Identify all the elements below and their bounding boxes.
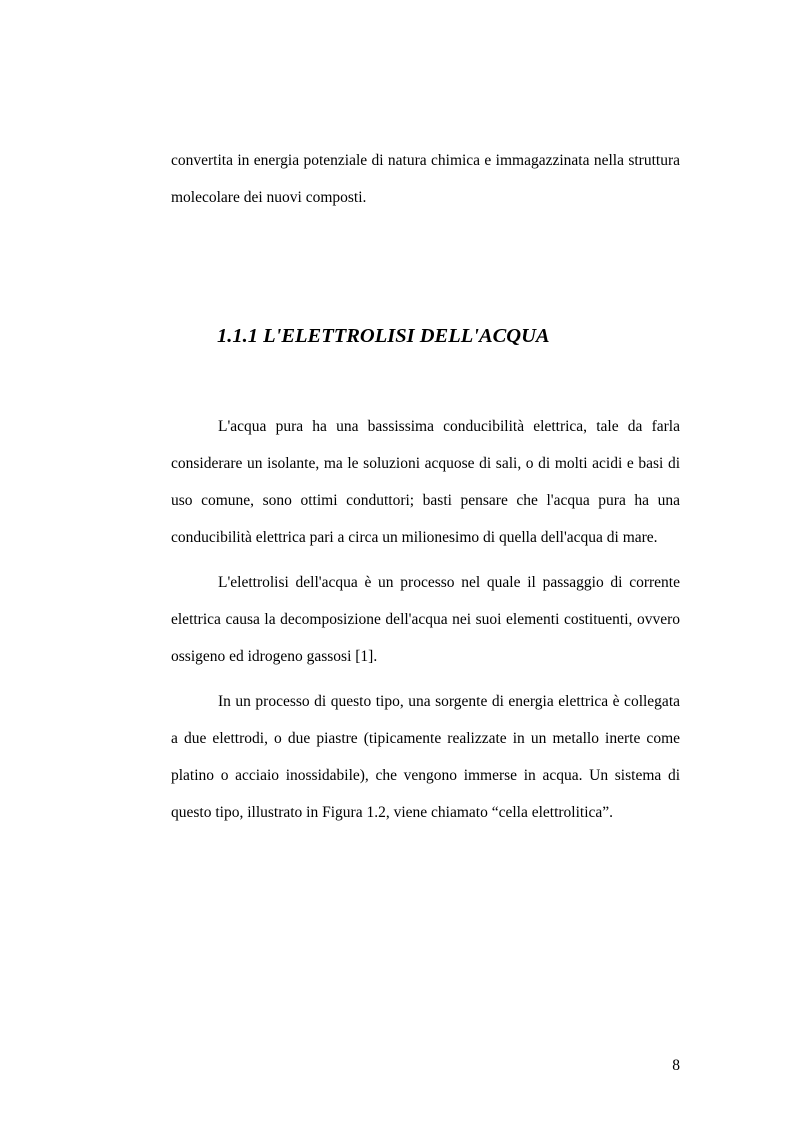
section-heading: 1.1.1 L'ELETTROLISI DELL'ACQUA (217, 325, 550, 347)
paragraph-electrolytic-cell: In un processo di questo tipo, una sorgente di energia elettrica è collegata a due elettrodi, o due piastre (tipicamente realizzate in un metallo inerte come platino o acciaio inossidabile), che vengono immerse in acqua. Un sistema di questo tipo, illustrato in Figura 1.2, viene chiamato “cella elettrolitica”. (171, 693, 680, 821)
continuation-block (171, 142, 680, 224)
continuation-paragraph: convertita in energia potenziale di natura chimica e immagazzinata nella struttura molecolare dei nuovi composti. (171, 152, 680, 206)
section-body (171, 408, 680, 839)
paragraph-electrolysis-definition: L'elettrolisi dell'acqua è un processo nel quale il passaggio di corrente elettrica causa la decomposizione dell'acqua nei suoi elementi costituenti, ovvero ossigeno ed idrogeno gassosi [1]. (171, 574, 680, 665)
page-number: 8 (672, 1057, 680, 1074)
paragraph-conductivity: L'acqua pura ha una bassissima conducibilità elettrica, tale da farla considerare un isolante, ma le soluzioni acquose di sali, o di molti acidi e basi di uso comune, sono ottimi conduttori; basti pensare che l'acqua pura ha una conducibilità elettrica pari a circa un milionesimo di quella dell'acqua di mare. (171, 418, 680, 546)
